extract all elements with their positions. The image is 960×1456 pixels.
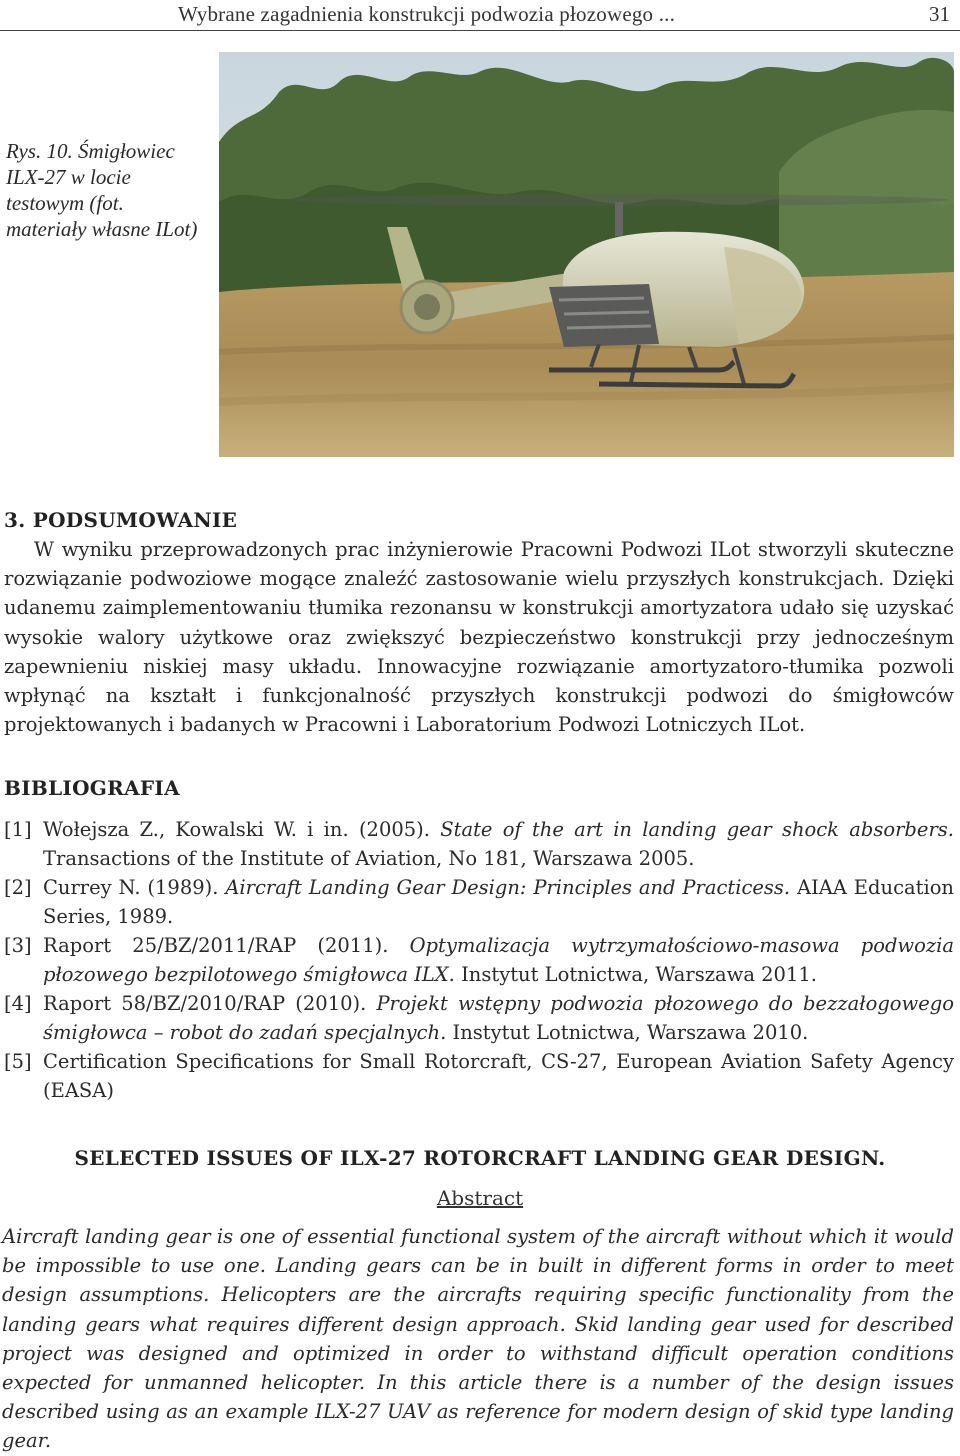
bibliography-heading: BIBLIOGRAFIA — [4, 776, 180, 800]
bibliography-list — [4, 815, 954, 1105]
english-title: SELECTED ISSUES OF ILX-27 ROTORCRAFT LANDING GEAR DESIGN. — [74, 1146, 886, 1170]
bibliography-item — [4, 989, 954, 1047]
summary-heading: 3. PODSUMOWANIE — [4, 508, 238, 532]
running-header — [0, 0, 960, 30]
bibliography-title: Aircraft Landing Gear Design: Principles and Practicess. — [225, 876, 791, 899]
bibliography-title: Projekt wstępny podwozia płozowego do bezzałogowego śmigłowca – robot do zadań specjalnych. — [43, 992, 954, 1044]
bibliography-item — [4, 1047, 954, 1105]
figure-caption: Rys. 10. Śmigłowiec ILX-27 w locie testowym (fot. materiały własne ILot) — [6, 139, 198, 241]
bibliography-item — [4, 931, 954, 989]
abstract-text: Aircraft landing gear is one of essential functional system of the aircraft without which it would be impossible to use one. Landing gears can be in built in different forms in order to meet design assumptions. Helicopters are the aircrafts requiring specific functionality from the landing gears what requires different design approach. Skid landing gear used for described project was designed and optimized in order to withstand difficult operation conditions expected for unmanned helicopter. In this article there is a number of the design issues described using as an example ILX-27 UAV as reference for modern design of skid type landing gear. — [2, 1225, 954, 1453]
bibliography-item — [4, 815, 954, 873]
bibliography-publisher: AIAA Education Series, 1989. — [43, 876, 954, 928]
bibliography-authors: Raport 58/BZ/2010/RAP (2010). — [43, 992, 377, 1015]
bibliography-title: Optymalizacja wytrzymałościowo-masowa podwozia płozowego bezpilotowego śmigłowca ILX. — [43, 934, 954, 986]
bibliography-number: [3] — [4, 934, 32, 957]
page-number: 31 — [929, 2, 950, 26]
bibliography-authors: Currey N. (1989). — [43, 876, 226, 899]
bibliography-authors: Certification Specifications for Small Rotorcraft, CS-27, European Aviation Safety Agency (EASA) — [43, 1050, 954, 1102]
running-header-title: Wybrane zagadnienia konstrukcji podwozia płozowego ... — [178, 2, 676, 26]
bibliography-authors: Raport 25/BZ/2011/RAP (2011). — [43, 934, 410, 957]
abstract-heading: Abstract — [436, 1186, 524, 1210]
header-rule — [0, 30, 960, 31]
bibliography-authors: Wołejsza Z., Kowalski W. i in. (2005). — [43, 818, 441, 841]
bibliography-number: [4] — [4, 992, 32, 1015]
summary-paragraph: W wyniku przeprowadzonych prac inżynierowie Pracowni Podwozi ILot stworzyli skuteczne rozwiązanie podwoziowe mogące znaleźć zastosowanie wielu przyszłych konstrukcjach. Dzięki udanemu zaimplementowaniu tłumika rezonansu w konstrukcji amortyzatora udało się uzyskać wysokie walory użytkowe oraz zwiększyć bezpieczeństwo konstrukcji przy jednocześnym zapewnieniu niskiej masy układu. Innowacyjne rozwiązanie amortyzatoro-tłumika pozwoli wpłynąć na kształt i funkcjonalność przyszłych konstrukcji podwozi do śmigłowców projektowanych i badanych w Pracowni i Laboratorium Podwozi Lotniczych ILot. — [4, 538, 954, 737]
bibliography-number: [2] — [4, 876, 32, 899]
bibliography-title: State of the art in landing gear shock absorbers. — [440, 818, 954, 841]
bibliography-publisher: Instytut Lotnictwa, Warszawa 2011. — [454, 963, 817, 986]
bibliography-publisher: Instytut Lotnictwa, Warszawa 2010. — [446, 1021, 809, 1044]
bibliography-item — [4, 873, 954, 931]
bibliography-number: [5] — [4, 1050, 32, 1073]
helicopter-photo — [219, 52, 954, 457]
bibliography-number: [1] — [4, 818, 32, 841]
bibliography-publisher: Transactions of the Institute of Aviation, No 181, Warszawa 2005. — [43, 847, 695, 870]
